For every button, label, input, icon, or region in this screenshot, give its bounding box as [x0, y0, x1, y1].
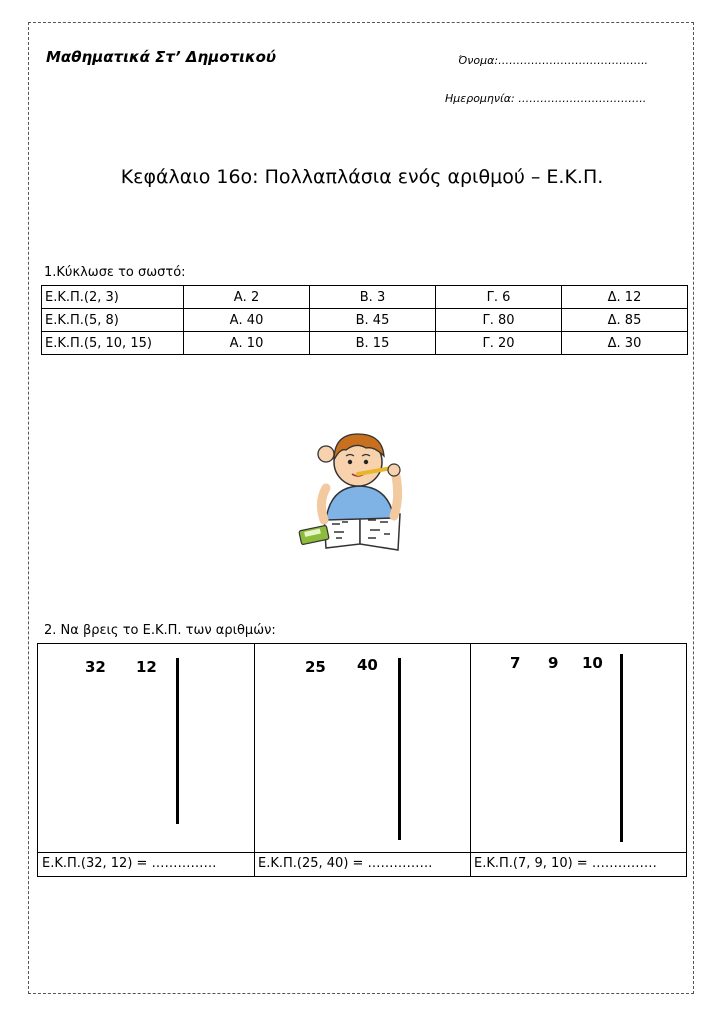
name-field[interactable]: Όνομα:………………………………….. [458, 54, 649, 67]
table-row [42, 309, 688, 332]
question-cell: Ε.Κ.Π.(2, 3) [42, 286, 184, 309]
subject-heading: Μαθηματικά Στ’ Δημοτικού [46, 48, 277, 66]
exercise-1-label: 1.Κύκλωσε το σωστό: [44, 265, 186, 280]
option-cell[interactable]: Δ. 12 [562, 286, 688, 309]
number-label: 32 [85, 658, 106, 676]
answer-separator [254, 852, 470, 853]
option-cell[interactable]: Γ. 20 [436, 332, 562, 355]
option-cell[interactable]: Α. 40 [184, 309, 310, 332]
option-cell[interactable]: Γ. 80 [436, 309, 562, 332]
number-label: 10 [582, 654, 603, 672]
lcm-problem-box [254, 644, 471, 876]
answer-line[interactable]: Ε.Κ.Π.(25, 40) = …………… [258, 856, 433, 871]
option-cell[interactable]: Β. 15 [310, 332, 436, 355]
option-cell[interactable]: Α. 10 [184, 332, 310, 355]
number-label: 40 [357, 656, 378, 674]
option-cell[interactable]: Γ. 6 [436, 286, 562, 309]
question-cell: Ε.Κ.Π.(5, 10, 15) [42, 332, 184, 355]
answer-line[interactable]: Ε.Κ.Π.(32, 12) = …………… [42, 856, 217, 871]
number-label: 7 [510, 654, 521, 672]
option-cell[interactable]: Β. 45 [310, 309, 436, 332]
table-row [42, 332, 688, 355]
answer-separator [38, 852, 254, 853]
table-row [42, 286, 688, 309]
boy-studying-icon [296, 424, 426, 558]
number-label: 9 [548, 654, 559, 672]
lcm-problem-box [470, 644, 686, 876]
number-label: 12 [136, 658, 157, 676]
exercise-2-grid [37, 643, 687, 877]
option-cell[interactable]: Δ. 30 [562, 332, 688, 355]
lcm-problem-box [38, 644, 255, 876]
exercise-1-table [41, 285, 688, 355]
date-field[interactable]: Ημερομηνία: …………………………….. [445, 92, 647, 105]
page-title: Κεφάλαιο 16ο: Πολλαπλάσια ενός αριθμού – Ε.Κ.Π. [120, 166, 604, 188]
question-cell: Ε.Κ.Π.(5, 8) [42, 309, 184, 332]
division-line [620, 654, 623, 842]
answer-line[interactable]: Ε.Κ.Π.(7, 9, 10) = …………… [474, 856, 657, 871]
division-line [398, 658, 401, 840]
option-cell[interactable]: Α. 2 [184, 286, 310, 309]
answer-separator [470, 852, 686, 853]
option-cell[interactable]: Δ. 85 [562, 309, 688, 332]
exercise-2-label: 2. Να βρεις το Ε.Κ.Π. των αριθμών: [44, 623, 276, 638]
division-line [176, 658, 179, 824]
number-label: 25 [305, 658, 326, 676]
option-cell[interactable]: Β. 3 [310, 286, 436, 309]
